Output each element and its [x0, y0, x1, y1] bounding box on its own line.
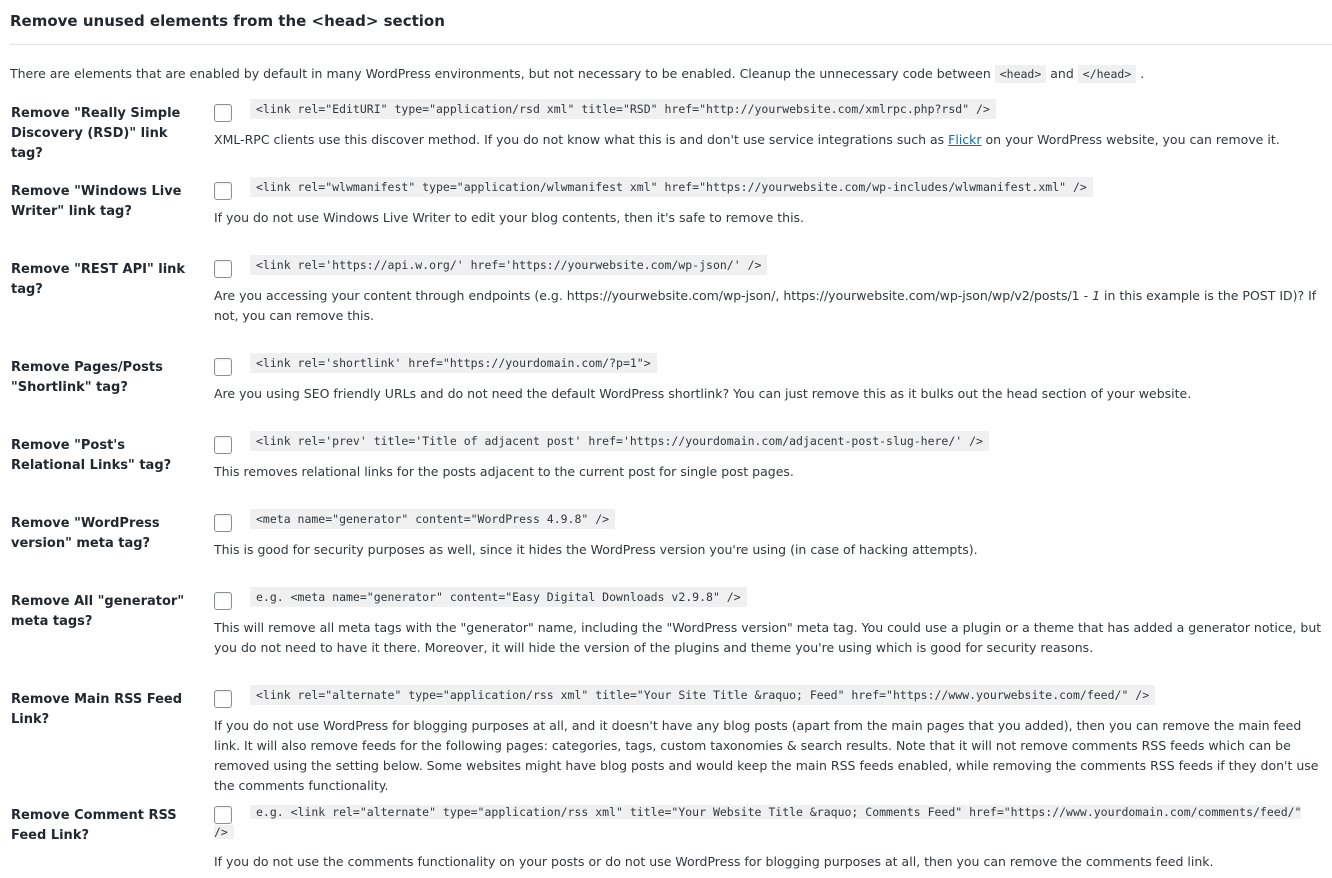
option-label-rsd: Remove "Really Simple Discovery (RSD)" link tag?: [11, 106, 181, 161]
option-checkbox-rsd[interactable]: [214, 104, 232, 122]
option-label-rest-api: Remove "REST API" link tag?: [11, 262, 186, 297]
option-checkbox-wp-version[interactable]: [214, 514, 232, 532]
option-description-comment-rss: If you do not use the comments functionality on your posts or do not use WordPress for blogging purposes at all, then you can remove the comments feed link.: [214, 854, 1214, 869]
option-checkbox-generator[interactable]: [214, 592, 232, 610]
intro-head-close-code: </head>: [1078, 65, 1136, 83]
section-title: Remove unused elements from the <head> section: [10, 12, 445, 30]
option-snippet-comment-rss: [214, 802, 1319, 842]
intro-end-text: .: [1140, 66, 1145, 81]
option-snippet-wlw: <link rel="wlwmanifest" type="application/wlwmanifest xml" href="https://yourwebsite.com/wp-includes/wlwmanifest.xml" />: [250, 177, 1093, 197]
option-checkbox-main-rss[interactable]: [214, 690, 232, 708]
option-snippet-relational-links: <link rel='prev' title='Title of adjacent post' href='https://yourdomain.com/adjacent-post-slug-here/' />: [250, 431, 989, 451]
option-snippet-wp-version: <meta name="generator" content="WordPress 4.9.8" />: [250, 509, 615, 529]
option-checkbox-relational-links[interactable]: [214, 436, 232, 454]
option-snippet-shortlink: <link rel='shortlink' href="https://yourdomain.com/?p=1">: [250, 353, 657, 373]
option-label-main-rss: Remove Main RSS Feed Link?: [11, 692, 183, 727]
option-snippet-rest-api: <link rel='https://api.w.org/' href='https://yourwebsite.com/wp-json/' />: [250, 255, 767, 275]
desc-text: in this example is the POST ID)? If not, you can remove this.: [214, 288, 1317, 323]
option-label-generator: Remove All "generator" meta tags?: [11, 594, 185, 629]
option-description-wlw: If you do not use Windows Live Writer to edit your blog contents, then it's safe to remove this.: [214, 210, 805, 225]
option-label-shortlink: Remove Pages/Posts "Shortlink" tag?: [11, 360, 163, 395]
option-label-wlw: Remove "Windows Live Writer" link tag?: [11, 184, 182, 219]
option-description-rsd: [214, 130, 1322, 150]
intro-text: There are elements that are enabled by default in many WordPress environments, but not necessary to be enabled. Cleanup the unnecessary code between: [10, 66, 991, 81]
desc-text: XML-RPC clients use this discover method. If you do not know what this is and don't use service integrations such as: [214, 132, 949, 147]
option-description-wp-version: This is good for security purposes as well, since it hides the WordPress version you're using (in case of hacking attempts).: [214, 542, 978, 557]
option-checkbox-rest-api[interactable]: [214, 260, 232, 278]
desc-text: Are you accessing your content through endpoints (e.g. https://yourwebsite.com/wp-json/, https://yourwebsite.com/wp-json/wp/v2/posts/1 -: [214, 288, 1093, 303]
option-snippet-main-rss: <link rel="alternate" type="application/rss xml" title="Your Site Title &raquo; Feed" href="https://www.yourwebsite.com/feed/" />: [250, 685, 1155, 705]
flickr-link[interactable]: Flickr: [948, 132, 982, 147]
option-checkbox-shortlink[interactable]: [214, 358, 232, 376]
option-description-main-rss: If you do not use WordPress for blogging purposes at all, and it doesn't have any blog posts (apart from the main pages that you added), then you can remove the main feed link. It will also remove feeds for the following pages: categories, tags, custom taxonomies & search results. Note that it will not remove comments RSS feeds which can be removed using the setting below. Some websites might have blog posts and would keep the main RSS feeds enabled, while removing the comments RSS feeds if they don't use the comments functionality.: [214, 718, 1319, 793]
option-description-shortlink: Are you using SEO friendly URLs and do not need the default WordPress shortlink? You can just remove this as it bulks out the head section of your website.: [214, 386, 1192, 401]
option-checkbox-wlw[interactable]: [214, 182, 232, 200]
option-label-wp-version: Remove "WordPress version" meta tag?: [11, 516, 160, 551]
option-snippet-rsd: <link rel="EditURI" type="application/rsd xml" title="RSD" href="http://yourwebsite.com/xmlrpc.php?rsd" />: [250, 99, 996, 119]
option-description-rest-api: [214, 286, 1322, 326]
intro-head-open-code: <head>: [995, 65, 1047, 83]
option-label-comment-rss: Remove Comment RSS Feed Link?: [11, 808, 177, 843]
option-description-relational-links: This removes relational links for the posts adjacent to the current post for single post pages.: [214, 464, 794, 479]
snippet-code: e.g. <link rel="alternate" type="application/rss xml" title="Your Website Title &raquo; Comments Feed" href="https://www.yourdomain.com/comments/feed/" />: [214, 805, 1302, 839]
option-label-relational-links: Remove "Post's Relational Links" tag?: [11, 438, 172, 473]
section-intro: [10, 64, 1325, 84]
option-snippet-generator: e.g. <meta name="generator" content="Easy Digital Downloads v2.9.8" />: [250, 587, 747, 607]
desc-italic: 1: [1092, 288, 1101, 303]
desc-text: on your WordPress website, you can remove it.: [981, 132, 1280, 147]
intro-and-text: and: [1050, 66, 1074, 81]
option-description-generator: This will remove all meta tags with the "generator" name, including the "WordPress version" meta tag. You could use a plugin or a theme that has added a generator notice, but you do not need to have it there. Moreover, it will hide the version of the plugins and theme you're using which is good for security reasons.: [214, 620, 1322, 655]
title-divider: [10, 44, 1332, 45]
